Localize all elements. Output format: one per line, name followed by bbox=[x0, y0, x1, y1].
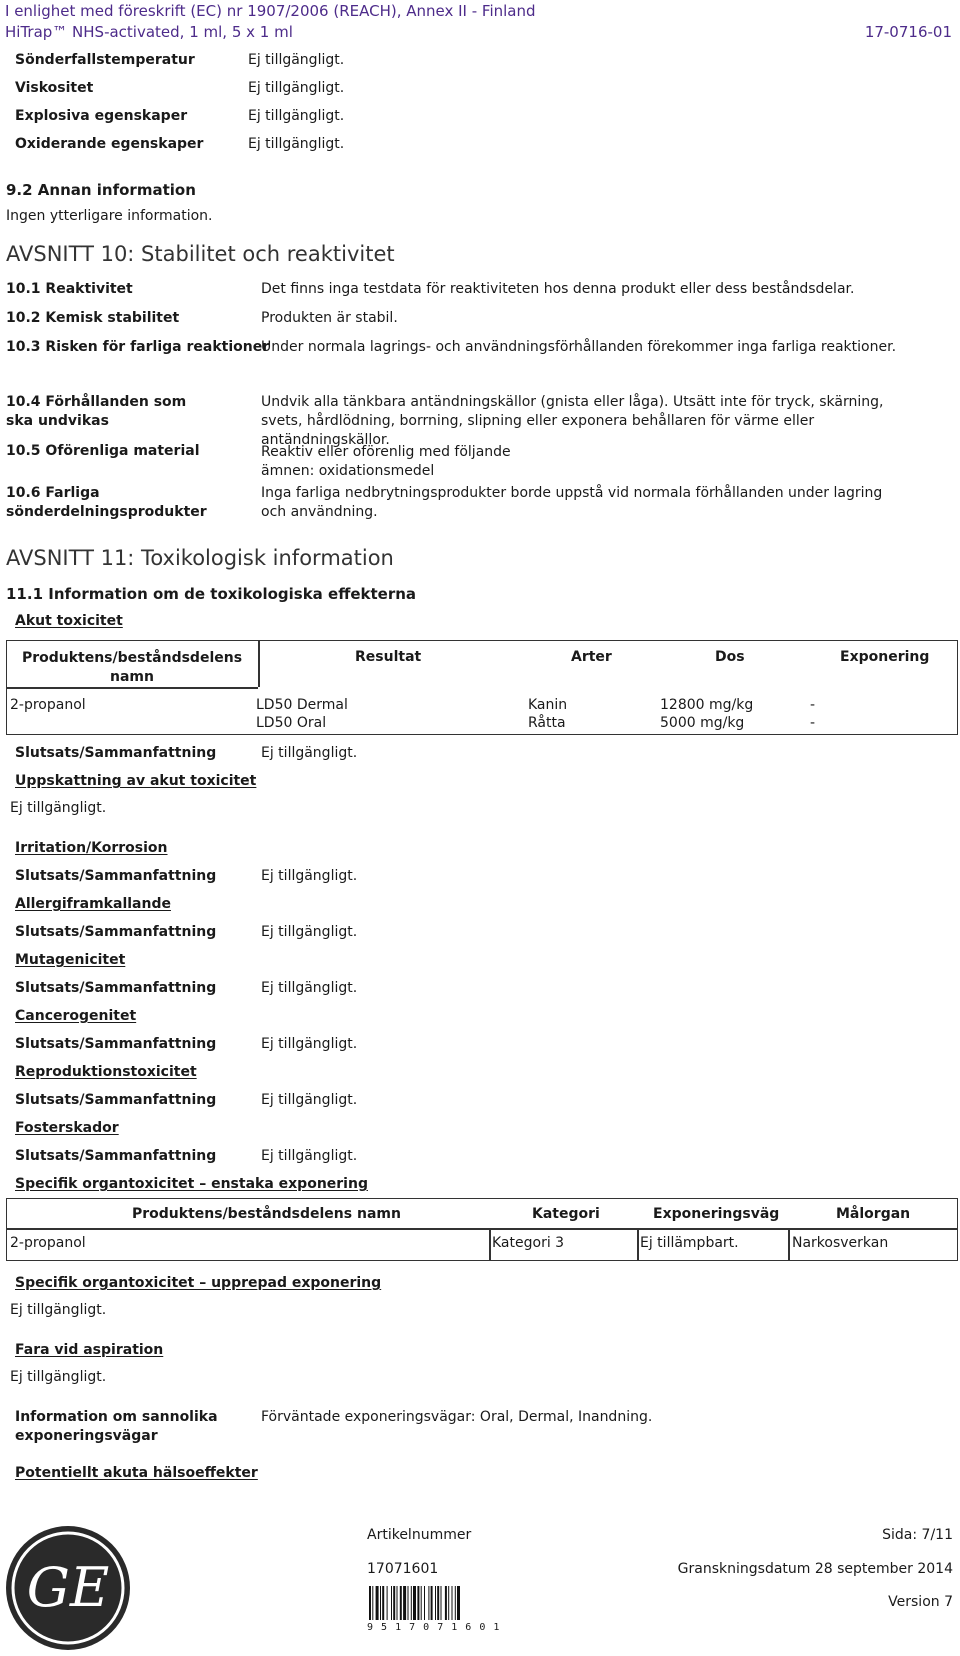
routes-value: Förväntade exponeringsvägar: Oral, Dermal, Inandning. bbox=[261, 1409, 653, 1425]
barcode-digits: 9 5 1 7 0 7 1 6 0 1 bbox=[367, 1622, 501, 1633]
section-9-2-text: Ingen ytterligare information. bbox=[6, 208, 213, 224]
table-cell: 5000 mg/kg bbox=[660, 715, 745, 731]
barcode-bar bbox=[457, 1586, 460, 1620]
table-divider bbox=[489, 1228, 491, 1260]
s10-value: Reaktiv eller oförenlig med följande ämnen: oxidationsmedel bbox=[261, 444, 511, 479]
table-divider bbox=[6, 1228, 957, 1230]
table-divider bbox=[258, 640, 260, 687]
s10-label: 10.6 Farliga sönderdelningsprodukter bbox=[6, 485, 207, 520]
summary-label: Slutsats/Sammanfattning bbox=[15, 868, 217, 884]
table-header: Arter bbox=[571, 649, 612, 665]
stot-single-label: Specifik organtoxicitet – enstaka exponering bbox=[15, 1176, 368, 1192]
summary-label: Slutsats/Sammanfattning bbox=[15, 1036, 217, 1052]
table-header: Exponering bbox=[840, 649, 930, 665]
table-divider bbox=[6, 687, 258, 689]
hazard-label: Mutagenicitet bbox=[15, 952, 126, 968]
barcode-bar bbox=[435, 1586, 436, 1620]
table-header: Produktens/beståndsdelens namn bbox=[21, 650, 243, 685]
table-divider bbox=[788, 1228, 790, 1260]
summary-value: Ej tillgängligt. bbox=[261, 980, 358, 996]
table-cell: - bbox=[810, 715, 816, 731]
s10-value: Det finns inga testdata för reaktiviteten hos denna produkt eller dess beståndsdelar. bbox=[261, 281, 855, 297]
section-11-title: AVSNITT 11: Toxikologisk information bbox=[6, 546, 394, 570]
barcode-bar bbox=[372, 1586, 373, 1620]
article-label: Artikelnummer bbox=[367, 1527, 472, 1543]
prop-value: Ej tillgängligt. bbox=[248, 108, 345, 124]
s10-label: 10.2 Kemisk stabilitet bbox=[6, 310, 180, 326]
barcode-bar bbox=[380, 1586, 381, 1620]
barcode-bar bbox=[411, 1586, 412, 1620]
barcode-bar bbox=[424, 1586, 425, 1620]
product-name: HiTrap™ NHS-activated, 1 ml, 5 x 1 ml bbox=[5, 23, 293, 41]
section-11-1-title: 11.1 Information om de toxikologiska effekterna bbox=[6, 585, 417, 603]
s10-value: Inga farliga nedbrytningsprodukter borde uppstå vid normala förhållanden under lagring och användning. bbox=[261, 485, 883, 520]
barcode-bar bbox=[413, 1586, 416, 1620]
table-cell: - bbox=[810, 697, 816, 713]
summary-label: Slutsats/Sammanfattning bbox=[15, 745, 217, 761]
table-divider bbox=[637, 1228, 639, 1260]
barcode-bar bbox=[428, 1586, 429, 1620]
summary-value: Ej tillgängligt. bbox=[261, 1092, 358, 1108]
table-cell: 2-propanol bbox=[10, 1235, 86, 1251]
summary-value: Ej tillgängligt. bbox=[261, 924, 358, 940]
s10-value: Undvik alla tänkbara antändningskällor (gnista eller låga). Utsätt inte för tryck, skärning, svets, hårdlödning, borrning, slipning eller exponera behållaren för värme eller antändningskällor. bbox=[261, 394, 884, 448]
table-header: Dos bbox=[715, 649, 745, 665]
page-number: Sida: 7/11 bbox=[882, 1527, 953, 1543]
table-cell: Kategori 3 bbox=[492, 1235, 565, 1251]
table-header: Produktens/beståndsdelens namn bbox=[132, 1206, 401, 1222]
barcode-bar bbox=[391, 1586, 392, 1620]
table-cell: LD50 Oral bbox=[256, 715, 327, 731]
prop-label: Viskositet bbox=[15, 80, 94, 96]
summary-value: Ej tillgängligt. bbox=[261, 1148, 358, 1164]
barcode-bar bbox=[421, 1586, 422, 1620]
summary-value: Ej tillgängligt. bbox=[261, 868, 358, 884]
barcode bbox=[367, 1586, 501, 1636]
summary-label: Slutsats/Sammanfattning bbox=[15, 1148, 217, 1164]
prop-label: Oxiderande egenskaper bbox=[15, 136, 204, 152]
barcode-bar bbox=[376, 1586, 379, 1620]
table-cell: 12800 mg/kg bbox=[660, 697, 754, 713]
s10-label: 10.5 Oförenliga material bbox=[6, 443, 200, 459]
hazard-label: Reproduktionstoxicitet bbox=[15, 1064, 197, 1080]
svg-text:GE: GE bbox=[26, 1556, 110, 1619]
barcode-bar bbox=[448, 1586, 449, 1620]
barcode-bar bbox=[387, 1586, 388, 1620]
barcode-bar bbox=[455, 1586, 456, 1620]
table-cell: Narkosverkan bbox=[792, 1235, 889, 1251]
summary-value: Ej tillgängligt. bbox=[261, 745, 358, 761]
barcode-bar bbox=[417, 1586, 419, 1620]
s10-value: Under normala lagrings- och användningsförhållanden förekommer inga farliga reaktioner. bbox=[261, 339, 897, 355]
barcode-bar bbox=[393, 1586, 395, 1620]
s10-label: 10.4 Förhållanden som ska undvikas bbox=[6, 394, 187, 429]
stot-repeated-label: Specifik organtoxicitet – upprepad exponering bbox=[15, 1275, 382, 1291]
table-cell: Råtta bbox=[528, 715, 566, 731]
summary-label: Slutsats/Sammanfattning bbox=[15, 1092, 217, 1108]
summary-label: Slutsats/Sammanfattning bbox=[15, 980, 217, 996]
table-cell: LD50 Dermal bbox=[256, 697, 348, 713]
aspiration-label: Fara vid aspiration bbox=[15, 1342, 164, 1358]
hazard-label: Allergiframkallande bbox=[15, 896, 171, 912]
section-10-title: AVSNITT 10: Stabilitet och reaktivitet bbox=[6, 242, 395, 266]
stot-repeated-value: Ej tillgängligt. bbox=[10, 1302, 107, 1318]
ge-logo bbox=[4, 1524, 132, 1652]
acute-estimate-label: Uppskattning av akut toxicitet bbox=[15, 773, 257, 789]
table-header: Kategori bbox=[532, 1206, 600, 1222]
aspiration-value: Ej tillgängligt. bbox=[10, 1369, 107, 1385]
prop-value: Ej tillgängligt. bbox=[248, 52, 345, 68]
s10-label: 10.1 Reaktivitet bbox=[6, 281, 133, 297]
article-number: 17071601 bbox=[367, 1561, 439, 1577]
table-header: Exponeringsväg bbox=[653, 1206, 780, 1222]
version: Version 7 bbox=[888, 1594, 953, 1610]
barcode-bar bbox=[452, 1586, 453, 1620]
acute-toxicity-label: Akut toxicitet bbox=[15, 613, 123, 629]
barcode-bar bbox=[382, 1586, 384, 1620]
review-date: Granskningsdatum 28 september 2014 bbox=[677, 1561, 953, 1577]
regulation-text: I enlighet med föreskrift (EC) nr 1907/2006 (REACH), Annex II - Finland bbox=[5, 2, 536, 20]
barcode-bar bbox=[408, 1586, 409, 1620]
barcode-bar bbox=[445, 1586, 447, 1620]
s10-label: 10.3 Risken för farliga reaktioner bbox=[6, 339, 270, 355]
prop-value: Ej tillgängligt. bbox=[248, 136, 345, 152]
hazard-label: Fosterskador bbox=[15, 1120, 119, 1136]
barcode-bar bbox=[400, 1586, 402, 1620]
doc-number: 17-0716-01 bbox=[864, 23, 952, 41]
table-cell: Kanin bbox=[528, 697, 568, 713]
acute-effects-label: Potentiellt akuta hälsoeffekter bbox=[15, 1465, 258, 1481]
table-header: Målorgan bbox=[836, 1206, 911, 1222]
barcode-bar bbox=[397, 1586, 398, 1620]
hazard-label: Cancerogenitet bbox=[15, 1008, 137, 1024]
barcode-bar bbox=[441, 1586, 442, 1620]
table-header: Resultat bbox=[355, 649, 422, 665]
barcode-bar bbox=[437, 1586, 439, 1620]
routes-label: Information om sannolika exponeringsvägar bbox=[15, 1409, 218, 1444]
hazard-label: Irritation/Korrosion bbox=[15, 840, 168, 856]
prop-label: Explosiva egenskaper bbox=[15, 108, 188, 124]
barcode-bar bbox=[431, 1586, 433, 1620]
s10-value: Produkten är stabil. bbox=[261, 310, 398, 326]
table-cell: 2-propanol bbox=[10, 697, 86, 713]
barcode-bar bbox=[403, 1586, 406, 1620]
section-9-2-title: 9.2 Annan information bbox=[6, 181, 196, 199]
acute-estimate-value: Ej tillgängligt. bbox=[10, 800, 107, 816]
summary-label: Slutsats/Sammanfattning bbox=[15, 924, 217, 940]
table-cell: Ej tillämpbart. bbox=[640, 1235, 739, 1251]
barcode-bar bbox=[369, 1586, 371, 1620]
summary-value: Ej tillgängligt. bbox=[261, 1036, 358, 1052]
prop-label: Sönderfallstemperatur bbox=[15, 52, 195, 68]
prop-value: Ej tillgängligt. bbox=[248, 80, 345, 96]
